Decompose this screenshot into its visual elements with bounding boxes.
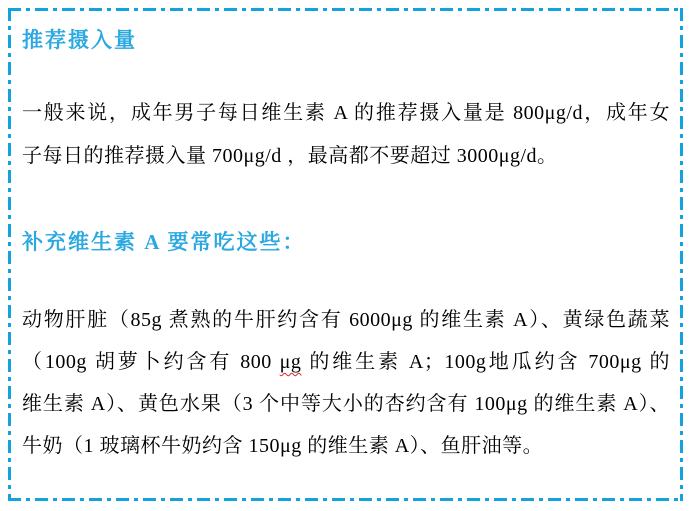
spellcheck-flagged-text: μg [279, 351, 302, 373]
text-line [22, 341, 670, 383]
paragraph-recommended-intake [22, 92, 670, 178]
text-line: 维生素 A）、黄色水果（3 个中等大小的杏约含有 100μg 的维生素 A）、 [22, 393, 670, 415]
dashed-border-top [8, 8, 683, 11]
text-line: 一般来说，成年男子每日维生素 A 的推荐摄入量是 800μg/d，成年女 [22, 102, 670, 124]
text-line: 子每日的推荐摄入量 700μg/d ，最高都不要超过 3000μg/d。 [22, 145, 558, 167]
section-heading-recommended-intake: 推荐摄入量 [22, 28, 137, 52]
paragraph-food-sources [22, 299, 670, 467]
section-heading-food-sources: 补充维生素 A 要常吃这些： [22, 230, 306, 254]
text-line: 牛奶（1 玻璃杯牛奶约含 150μg 的维生素 A）、鱼肝油等。 [22, 435, 544, 457]
dashed-border-right [680, 8, 683, 501]
dashed-border-left [8, 8, 11, 501]
text-line: 动物肝脏（85g 煮熟的牛肝约含有 6000μg 的维生素 A）、黄绿色蔬菜 [22, 309, 670, 331]
text-segment: （100g 胡萝卜约含有 800 [22, 351, 280, 373]
text-segment: 的维生素 A；100g地瓜约含 700μg 的 [301, 351, 670, 373]
dashed-border-bottom [8, 498, 683, 501]
